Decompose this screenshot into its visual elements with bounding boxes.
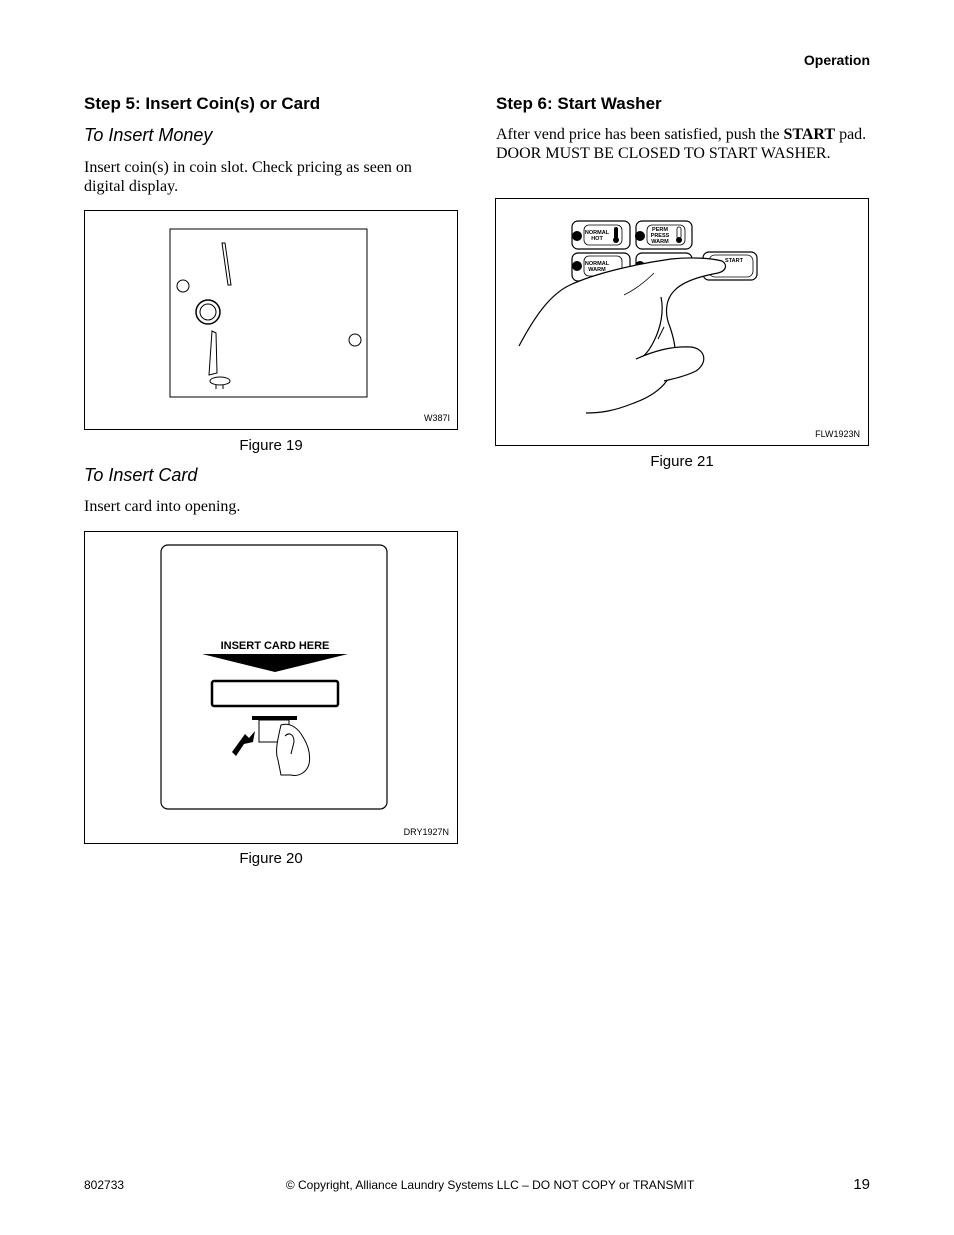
start-pad-illustration bbox=[496, 199, 868, 445]
figure-21-box bbox=[495, 198, 869, 446]
insert-card-body: Insert card into opening. bbox=[84, 498, 241, 515]
insert-money-body: Insert coin(s) in coin slot. Check pricing as seen on digital display. bbox=[84, 159, 412, 195]
svg-text:HOT: HOT bbox=[591, 236, 603, 242]
svg-text:START: START bbox=[725, 258, 743, 264]
svg-text:NORMAL: NORMAL bbox=[584, 261, 610, 267]
coin-slot-illustration bbox=[85, 211, 457, 429]
footer-page-number: 19 bbox=[853, 1176, 870, 1193]
figure-20-box bbox=[84, 531, 458, 844]
insert-money-subtitle: To Insert Money bbox=[84, 125, 213, 145]
svg-text:WARM: WARM bbox=[651, 239, 669, 245]
figure-19-code: W387I bbox=[423, 413, 450, 423]
screw-left-icon bbox=[177, 280, 189, 292]
coin-slot-icon bbox=[222, 243, 231, 285]
running-header: Operation bbox=[803, 52, 870, 68]
figure-21-code: FLW1923N bbox=[815, 429, 860, 439]
step6-title: Step 6: Start Washer bbox=[496, 94, 662, 113]
card-reader-illustration bbox=[85, 532, 457, 843]
footer-doc-number: 802733 bbox=[84, 1178, 125, 1192]
svg-text:NORMAL: NORMAL bbox=[584, 230, 610, 236]
start-washer-body: After vend price has been satisfied, push the START pad. DOOR MUST BE CLOSED TO START WASHER. bbox=[496, 126, 867, 162]
screw-right-icon bbox=[349, 334, 361, 346]
coin-chute-icon bbox=[209, 331, 217, 375]
svg-text:WARM: WARM bbox=[588, 267, 606, 273]
svg-text:PRESS: PRESS bbox=[650, 233, 670, 239]
figure-19-box bbox=[84, 210, 458, 430]
insert-card-label: INSERT CARD HERE bbox=[220, 640, 330, 652]
footer-copyright: © Copyright, Alliance Laundry Systems LLC – DO NOT COPY or TRANSMIT bbox=[285, 1178, 695, 1192]
figure-19-caption: Figure 19 bbox=[239, 437, 303, 454]
figure-21-caption: Figure 21 bbox=[650, 453, 714, 470]
svg-text:PERM: PERM bbox=[652, 227, 668, 233]
figure-20-caption: Figure 20 bbox=[239, 850, 303, 867]
figure-20-code: DRY1927N bbox=[403, 827, 449, 837]
card-slot-small-icon bbox=[252, 716, 297, 720]
card-reader-panel bbox=[161, 545, 387, 809]
insert-card-subtitle: To Insert Card bbox=[84, 465, 198, 485]
step5-title: Step 5: Insert Coin(s) or Card bbox=[84, 94, 321, 113]
hand-icon bbox=[519, 258, 725, 413]
card-slot bbox=[212, 681, 338, 706]
